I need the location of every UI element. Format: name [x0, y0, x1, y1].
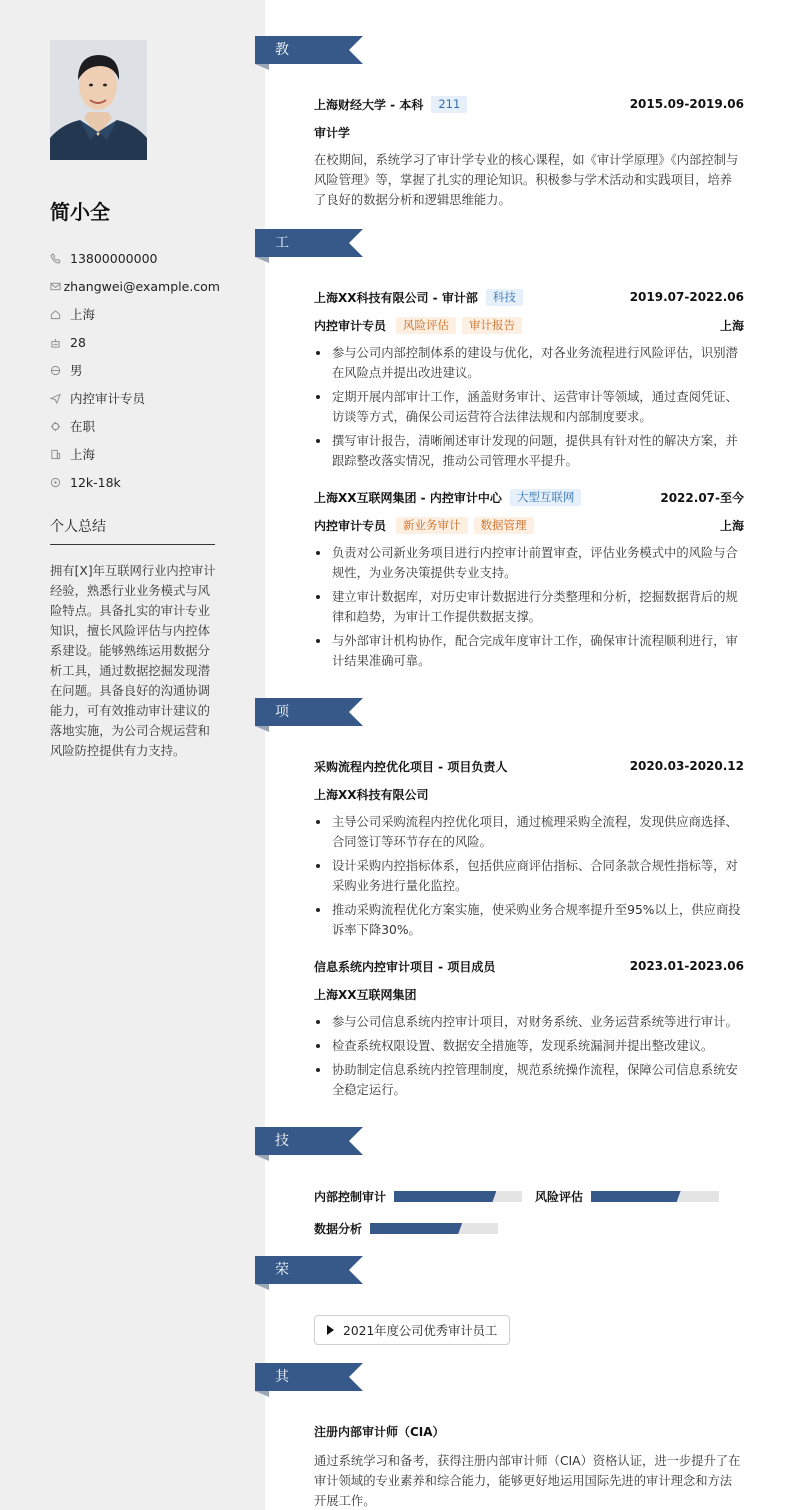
job-role: 内控审计专员: [314, 518, 387, 533]
school-tag: 211: [431, 96, 467, 113]
company-name: 上海XX科技有限公司 - 审计部: [314, 290, 478, 305]
education-period: 2015.09-2019.06: [629, 97, 744, 111]
skill-bar-fill: [591, 1191, 681, 1202]
skill-name: 内部控制审计: [314, 1190, 387, 1204]
section-title: 技能专长: [275, 1133, 289, 1233]
candidate-name: 简小全: [50, 200, 110, 224]
skill-item: [314, 1188, 522, 1205]
other-entry: [314, 1421, 744, 1510]
contact-email: zhangwei@example.com: [50, 272, 220, 300]
major: 审计学: [314, 125, 351, 140]
project-entry: [314, 756, 744, 944]
contact-list: [50, 244, 220, 496]
contact-location: 上海: [50, 300, 220, 328]
mail-icon: [50, 279, 64, 293]
list-item: 撰写审计报告，清晰阐述审计发现的问题，提供具有针对性的解决方案，并跟踪整改落实情况，推动公司管理水平提升。: [314, 431, 744, 471]
skill-item: [535, 1188, 719, 1205]
work-bullets: [314, 543, 744, 671]
work-entry: [314, 487, 744, 675]
work-entry: [314, 287, 744, 475]
skill-bar: [370, 1223, 498, 1234]
list-item: 检查系统权限设置、数据安全措施等，发现系统漏洞并提出整改建议。: [314, 1036, 744, 1056]
contact-position: 内控审计专员: [50, 384, 220, 412]
certificate-desc: 通过系统学习和备考，获得注册内部审计师（CIA）资格认证，进一步提升了在审计领域的专业素养和综合能力，能够更好地运用国际先进的审计理念和方法开展工作。: [314, 1454, 741, 1508]
company-name: 上海XX互联网集团 - 内控审计中心: [314, 490, 502, 505]
age-icon: [50, 335, 70, 349]
work-bullets: [314, 343, 744, 471]
skill-bar: [394, 1191, 522, 1202]
list-item: 定期开展内部审计工作，涵盖财务审计、运营审计等领域，通过查阅凭证、访谈等方式，确保公司运营符合法律法规和内部制度要求。: [314, 387, 744, 427]
section-title: 教育经历: [275, 42, 289, 142]
home-icon: [50, 307, 70, 321]
gender-icon: [50, 363, 70, 377]
honor-item[interactable]: [314, 1315, 510, 1345]
industry-tag: 大型互联网: [510, 489, 582, 506]
list-item: 协助制定信息系统内控管理制度，规范系统操作流程，保障公司信息系统安全稳定运行。: [314, 1060, 744, 1100]
section-title: 项目经历: [275, 704, 289, 804]
work-period: 2022.07-至今: [660, 490, 744, 505]
list-item: 推动采购流程优化方案实施，使采购业务合规率提升至95%以上，供应商投诉率下降30%。: [314, 900, 744, 940]
contact-salary: 12k-18k: [50, 468, 220, 496]
skill-item: [314, 1220, 498, 1237]
contact-age: 28: [50, 328, 220, 356]
certificate-title: 注册内部审计师（CIA）: [314, 1424, 445, 1439]
skill-bar-fill: [394, 1191, 496, 1202]
work-city: 上海: [719, 318, 744, 333]
education-entry: [314, 94, 744, 210]
project-org: 上海XX科技有限公司: [314, 787, 429, 802]
sidebar: [0, 0, 265, 1510]
project-entry: [314, 956, 744, 1104]
section-title: 工作经历: [275, 235, 289, 335]
phone-icon: [50, 251, 70, 265]
honor-text: 2021年度公司优秀审计员工: [343, 1324, 498, 1338]
list-item: 与外部审计机构协作，配合完成年度审计工作，确保审计流程顺利进行，审计结果准确可靠。: [314, 631, 744, 671]
skill-tag: 审计报告: [462, 317, 522, 334]
skill-tag: 新业务审计: [396, 517, 468, 534]
summary-title: 个人总结: [50, 519, 106, 535]
work-period: 2019.07-2022.06: [629, 290, 744, 304]
summary-divider: [50, 544, 215, 545]
contact-gender: 男: [50, 356, 220, 384]
project-title: 采购流程内控优化项目 - 项目负责人: [314, 759, 508, 774]
list-item: 建立审计数据库，对历史审计数据进行分类整理和分析，挖掘数据背后的规律和趋势，为审计工作提供数据支撑。: [314, 587, 744, 627]
summary-text: 拥有[X]年互联网行业内控审计经验，熟悉行业业务模式与风险特点。具备扎实的审计专业知识，擅长风险评估与内控体系建设。能够熟练运用数据分析工具，通过数据挖掘发现潜在问题。具备良好的沟通协调能力，可有效推动审计建议的落地实施，为公司合规运营和风险防控提供有力支持。: [50, 564, 216, 758]
project-bullets: [314, 1012, 744, 1100]
skill-name: 风险评估: [535, 1190, 584, 1204]
building-icon: [50, 447, 70, 461]
work-city: 上海: [719, 518, 744, 533]
project-period: 2023.01-2023.06: [629, 959, 744, 973]
skill-bar-fill: [370, 1223, 462, 1234]
list-item: 参与公司内部控制体系的建设与优化，对各业务流程进行风险评估，识别潜在风险点并提出改进建议。: [314, 343, 744, 383]
job-role: 内控审计专员: [314, 318, 387, 333]
project-title: 信息系统内控审计项目 - 项目成员: [314, 959, 496, 974]
salary-icon: [50, 475, 70, 489]
avatar: [50, 40, 147, 160]
skill-bar: [591, 1191, 719, 1202]
play-triangle-icon: [327, 1325, 334, 1335]
section-title: 荣誉奖项: [275, 1262, 289, 1362]
status-icon: [50, 419, 70, 433]
section-title: 其他信息: [275, 1369, 289, 1469]
list-item: 参与公司信息系统内控审计项目，对财务系统、业务运营系统等进行审计。: [314, 1012, 744, 1032]
list-item: 设计采购内控指标体系，包括供应商评估指标、合同条款合规性指标等，对采购业务进行量化监控。: [314, 856, 744, 896]
project-period: 2020.03-2020.12: [629, 759, 744, 773]
contact-status: 在职: [50, 412, 220, 440]
list-item: 负责对公司新业务项目进行内控审计前置审查，评估业务模式中的风险与合规性，为业务决策提供专业支持。: [314, 543, 744, 583]
contact-city: 上海: [50, 440, 220, 468]
list-item: 主导公司采购流程内控优化项目，通过梳理采购全流程，发现供应商选择、合同签订等环节存在的风险。: [314, 812, 744, 852]
education-desc: 在校期间，系统学习了审计学专业的核心课程，如《审计学原理》《内部控制与风险管理》等，掌握了扎实的理论知识。积极参与学术活动和实践项目，培养了良好的数据分析和逻辑思维能力。: [314, 153, 739, 207]
industry-tag: 科技: [486, 289, 523, 306]
school-name: 上海财经大学 - 本科: [314, 97, 424, 112]
contact-phone: 13800000000: [50, 244, 220, 272]
project-bullets: [314, 812, 744, 940]
skill-tag: 风险评估: [396, 317, 456, 334]
skill-tag: 数据管理: [474, 517, 534, 534]
send-icon: [50, 391, 70, 405]
skill-name: 数据分析: [314, 1222, 363, 1236]
project-org: 上海XX互联网集团: [314, 987, 417, 1002]
